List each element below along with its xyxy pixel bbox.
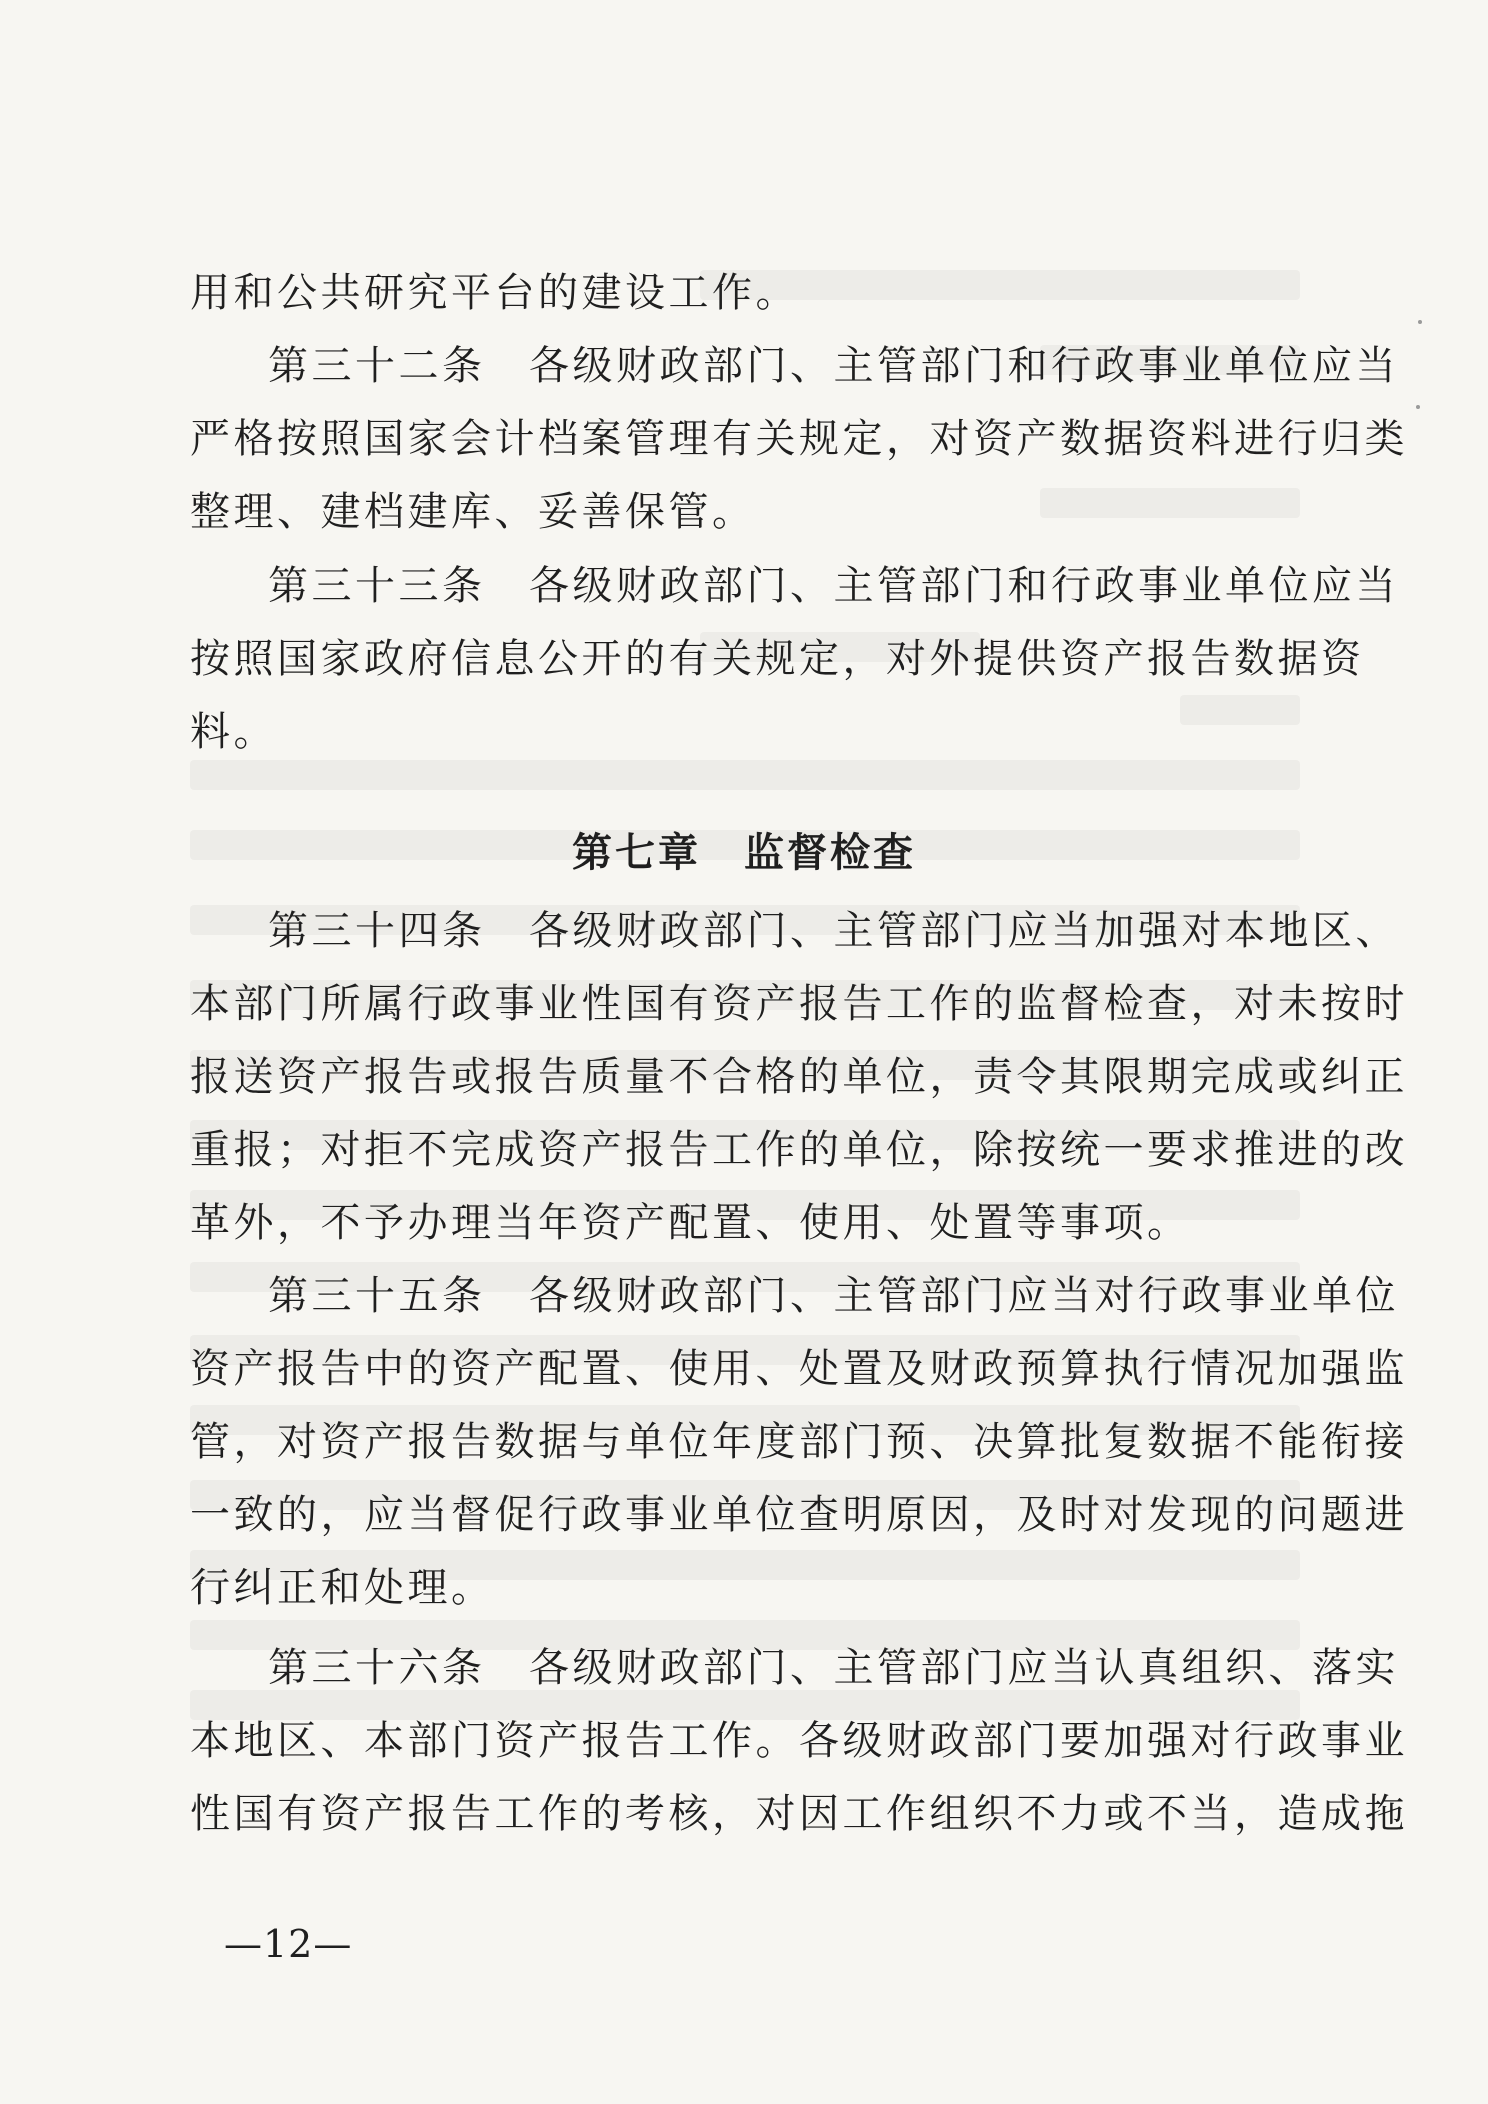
text-line: 第三十三条 各级财政部门、主管部门和行政事业单位应当 xyxy=(268,563,1399,609)
text-line: 第三十四条 各级财政部门、主管部门应当加强对本地区、 xyxy=(268,908,1399,954)
text-line: 整理、建档建库、妥善保管。 xyxy=(190,489,756,535)
scan-speck xyxy=(1418,320,1422,324)
text-line: 性国有资产报告工作的考核，对因工作组织不力或不当，造成拖 xyxy=(190,1791,1408,1837)
text-line: 资产报告中的资产配置、使用、处置及财政预算执行情况加强监 xyxy=(190,1346,1408,1392)
page-number: —12— xyxy=(224,1922,353,1966)
scan-speck xyxy=(1416,405,1420,409)
text-line: 本地区、本部门资产报告工作。各级财政部门要加强对行政事业 xyxy=(190,1718,1408,1764)
text-line: 用和公共研究平台的建设工作。 xyxy=(190,270,799,316)
text-line: 一致的，应当督促行政事业单位查明原因，及时对发现的问题进 xyxy=(190,1492,1408,1538)
text-line: 革外，不予办理当年资产配置、使用、处置等事项。 xyxy=(190,1200,1191,1246)
text-line: 本部门所属行政事业性国有资产报告工作的监督检查，对未按时 xyxy=(190,981,1408,1027)
text-line: 行纠正和处理。 xyxy=(190,1565,495,1611)
text-line: 重报；对拒不完成资产报告工作的单位，除按统一要求推进的改 xyxy=(190,1127,1408,1173)
text-line: 料。 xyxy=(190,709,277,755)
chapter-title: 第七章 监督检查 xyxy=(572,830,916,876)
text-line: 第三十二条 各级财政部门、主管部门和行政事业单位应当 xyxy=(268,343,1399,389)
text-line: 第三十六条 各级财政部门、主管部门应当认真组织、落实 xyxy=(268,1645,1399,1691)
text-line: 第三十五条 各级财政部门、主管部门应当对行政事业单位 xyxy=(268,1273,1399,1319)
text-line: 按照国家政府信息公开的有关规定，对外提供资产报告数据资 xyxy=(190,636,1365,682)
text-line: 严格按照国家会计档案管理有关规定，对资产数据资料进行归类 xyxy=(190,416,1408,462)
text-line: 报送资产报告或报告质量不合格的单位，责令其限期完成或纠正 xyxy=(190,1054,1408,1100)
text-line: 管，对资产报告数据与单位年度部门预、决算批复数据不能衔接 xyxy=(190,1419,1408,1465)
